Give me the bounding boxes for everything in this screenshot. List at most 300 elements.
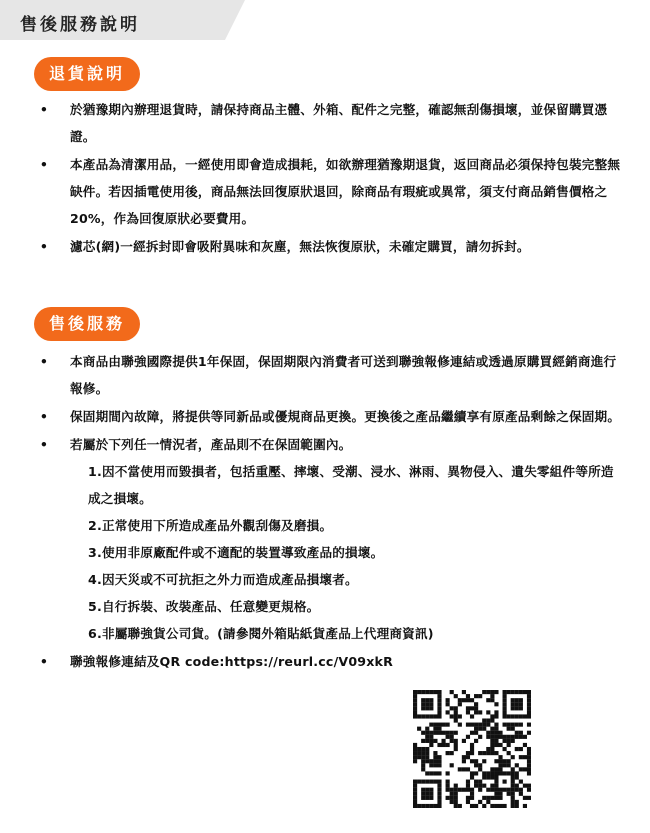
qr-module — [498, 731, 502, 735]
qr-module — [490, 731, 494, 735]
list-item-text: 濾芯(網)一經拆封即會吸附異味和灰塵，無法恢復原狀，未確定購買，請勿拆封。 — [70, 239, 530, 254]
qr-module — [413, 690, 417, 694]
qr-module — [527, 796, 531, 800]
qr-module — [454, 792, 458, 796]
qr-module — [421, 755, 425, 759]
qr-module — [454, 739, 458, 743]
qr-module — [458, 698, 462, 702]
qr-module — [523, 755, 527, 759]
qr-module — [454, 788, 458, 792]
qr-module — [470, 698, 474, 702]
qr-module — [437, 731, 441, 735]
qr-module — [421, 747, 425, 751]
qr-module — [450, 800, 454, 804]
qr-module — [425, 714, 429, 718]
qr-module — [498, 788, 502, 792]
qr-module — [462, 788, 466, 792]
qr-module — [454, 800, 458, 804]
list-item-text: 本商品由聯強國際提供1年保固，保固期限內消費者可送到聯強報修連結或透過原購買經銷商進行報修。 — [70, 354, 617, 396]
qr-module — [458, 788, 462, 792]
qr-module — [507, 723, 511, 727]
qr-module — [527, 767, 531, 771]
qr-module — [511, 775, 515, 779]
qr-module — [527, 788, 531, 792]
qr-module — [490, 714, 494, 718]
qr-module — [429, 796, 433, 800]
qr-module — [474, 784, 478, 788]
qr-module — [413, 792, 417, 796]
qr-module — [486, 796, 490, 800]
bullet: • — [39, 354, 49, 369]
qr-module — [503, 739, 507, 743]
qr-module — [478, 788, 482, 792]
qr-module — [519, 706, 523, 710]
exclusion-item: 2.正常使用下所造成產品外觀刮傷及磨損。 — [88, 518, 333, 533]
qr-module — [515, 804, 519, 808]
qr-module — [441, 731, 445, 735]
qr-module — [490, 743, 494, 747]
qr-module — [429, 731, 433, 735]
qr-module — [490, 690, 494, 694]
qr-module — [429, 735, 433, 739]
qr-module — [446, 788, 450, 792]
qr-module — [486, 690, 490, 694]
qr-module — [462, 759, 466, 763]
qr-module — [478, 763, 482, 767]
list-item — [34, 403, 624, 430]
qr-module — [437, 800, 441, 804]
qr-module — [437, 780, 441, 784]
exclusion-item: 3.使用非原廠配件或不適配的裝置導致產品的損壞。 — [88, 545, 384, 560]
qr-module — [454, 796, 458, 800]
list-item — [34, 431, 624, 647]
qr-module — [474, 731, 478, 735]
qr-module — [474, 723, 478, 727]
qr-module — [507, 714, 511, 718]
list-item-text: 於猶豫期內辦理退貨時，請保持商品主體、外箱、配件之完整，確認無刮傷損壞，並保留購買憑證。 — [70, 102, 608, 144]
qr-module — [490, 739, 494, 743]
qr-module — [425, 788, 429, 792]
qr-module — [511, 714, 515, 718]
service-list — [34, 348, 624, 675]
qr-module — [498, 771, 502, 775]
qr-module — [515, 800, 519, 804]
qr-module — [503, 771, 507, 775]
qr-module — [454, 804, 458, 808]
qr-module — [482, 759, 486, 763]
qr-module — [494, 792, 498, 796]
qr-module — [486, 751, 490, 755]
qr-module — [470, 723, 474, 727]
qr-module — [523, 804, 527, 808]
qr-module — [433, 763, 437, 767]
qr-module — [511, 767, 515, 771]
page-title: 售後服務說明 — [20, 15, 140, 35]
qr-module — [511, 788, 515, 792]
qr-link-text[interactable]: 聯強報修連結及QR code:https://reurl.cc/V09xkR — [70, 654, 394, 669]
qr-module — [515, 723, 519, 727]
qr-module — [437, 763, 441, 767]
qr-module — [458, 714, 462, 718]
qr-module — [494, 714, 498, 718]
qr-module — [503, 735, 507, 739]
qr-module — [515, 714, 519, 718]
qr-module — [417, 780, 421, 784]
exclusion-item: 5.自行拆裝、改裝產品、任意變更規格。 — [88, 599, 320, 614]
qr-module — [527, 698, 531, 702]
list-item-text: 本產品為清潔用品，一經使用即會造成損耗，如欲辦理猶豫期退貨，返回商品必須保持包裝完整無缺件。若因插電使用後，商品無法回復原狀退回，除商品有瑕疵或異常，須支付商品銷售價格之20%，作為回復原狀必要費用。 — [70, 157, 621, 226]
qr-module — [413, 747, 417, 751]
qr-module — [437, 792, 441, 796]
qr-module — [454, 714, 458, 718]
qr-module — [511, 780, 515, 784]
qr-module — [511, 771, 515, 775]
qr-module — [494, 759, 498, 763]
qr-module — [462, 690, 466, 694]
exclusion-list — [70, 458, 624, 647]
qr-module — [519, 702, 523, 706]
qr-module — [470, 759, 474, 763]
qr-module — [425, 804, 429, 808]
qr-module — [482, 804, 486, 808]
qr-module — [466, 706, 470, 710]
qr-module — [433, 771, 437, 775]
bullet: • — [39, 102, 49, 117]
qr-module — [527, 710, 531, 714]
exclusion-item: 1.因不當使用而毀損者，包括重壓、摔壞、受潮、浸水、淋雨、異物侵入、遺失零組件等所造成之損壞。 — [88, 464, 614, 506]
qr-module — [523, 743, 527, 747]
qr-module — [429, 739, 433, 743]
bullet: • — [39, 437, 49, 452]
qr-module — [478, 800, 482, 804]
qr-module — [433, 727, 437, 731]
qr-module — [421, 759, 425, 763]
qr-module — [421, 706, 425, 710]
qr-module — [413, 804, 417, 808]
qr-module — [429, 690, 433, 694]
qr-module — [421, 702, 425, 706]
qr-module — [450, 735, 454, 739]
qr-module — [433, 755, 437, 759]
qr-module — [421, 767, 425, 771]
qr-module — [490, 718, 494, 722]
qr-module — [425, 771, 429, 775]
qr-module — [450, 763, 454, 767]
qr-module — [503, 804, 507, 808]
qr-module — [458, 702, 462, 706]
qr-module — [511, 723, 515, 727]
qr-module — [433, 751, 437, 755]
qr-module — [519, 714, 523, 718]
qr-module — [425, 755, 429, 759]
qr-module — [494, 743, 498, 747]
qr-module — [446, 743, 450, 747]
qr-module — [503, 706, 507, 710]
qr-module — [474, 804, 478, 808]
qr-module — [478, 784, 482, 788]
qr-module — [425, 727, 429, 731]
exclusion-item: 6.非屬聯強貨公司貨。(請參閱外箱貼紙貨產品上代理商資訊) — [88, 626, 434, 641]
qr-module — [527, 702, 531, 706]
qr-module — [527, 731, 531, 735]
qr-module — [437, 755, 441, 759]
qr-module — [527, 751, 531, 755]
qr-module — [450, 706, 454, 710]
qr-module — [421, 788, 425, 792]
qr-module — [494, 771, 498, 775]
qr-module — [458, 723, 462, 727]
qr-module — [462, 767, 466, 771]
qr-module — [503, 788, 507, 792]
qr-module — [482, 723, 486, 727]
qr-module — [470, 731, 474, 735]
qr-module — [413, 743, 417, 747]
qr-module — [429, 788, 433, 792]
qr-module — [413, 788, 417, 792]
qr-module — [466, 767, 470, 771]
qr-module — [421, 763, 425, 767]
qr-module — [527, 714, 531, 718]
qr-module — [478, 751, 482, 755]
qr-module — [494, 702, 498, 706]
qr-module — [494, 735, 498, 739]
qr-module — [437, 714, 441, 718]
qr-module — [490, 751, 494, 755]
qr-module — [421, 739, 425, 743]
qr-module — [486, 731, 490, 735]
qr-module — [454, 743, 458, 747]
qr-module — [470, 771, 474, 775]
qr-module — [417, 727, 421, 731]
qr-module — [437, 796, 441, 800]
qr-module — [433, 731, 437, 735]
qr-module — [490, 735, 494, 739]
qr-module — [498, 743, 502, 747]
qr-module — [413, 759, 417, 763]
qr-module — [527, 694, 531, 698]
service-section-title: 售後服務 — [34, 307, 140, 341]
qr-module — [470, 792, 474, 796]
qr-module — [527, 771, 531, 775]
qr-module — [425, 796, 429, 800]
qr-module — [490, 775, 494, 779]
qr-module — [466, 751, 470, 755]
qr-module — [498, 796, 502, 800]
qr-module — [462, 739, 466, 743]
qr-module — [425, 759, 429, 763]
qr-module — [417, 751, 421, 755]
qr-module — [429, 763, 433, 767]
list-item — [34, 648, 624, 675]
qr-module — [466, 755, 470, 759]
bullet: • — [39, 157, 49, 172]
returns-section-title: 退貨說明 — [34, 57, 140, 91]
qr-module — [507, 788, 511, 792]
qr-module — [466, 723, 470, 727]
list-item — [34, 348, 624, 402]
qr-module — [486, 723, 490, 727]
qr-module — [494, 767, 498, 771]
qr-module — [417, 690, 421, 694]
qr-module — [466, 735, 470, 739]
qr-module — [454, 710, 458, 714]
qr-module — [511, 804, 515, 808]
qr-module — [446, 751, 450, 755]
qr-module — [503, 723, 507, 727]
qr-module — [466, 694, 470, 698]
qr-module — [515, 771, 519, 775]
qr-module — [433, 759, 437, 763]
qr-module — [511, 702, 515, 706]
qr-module — [507, 771, 511, 775]
qr-module — [470, 747, 474, 751]
qr-module — [519, 690, 523, 694]
qr-module — [425, 751, 429, 755]
qr-module — [498, 759, 502, 763]
qr-module — [450, 739, 454, 743]
qr-module — [429, 698, 433, 702]
qr-module — [515, 690, 519, 694]
qr-module — [494, 739, 498, 743]
qr-module — [441, 743, 445, 747]
qr-module — [421, 690, 425, 694]
qr-module — [523, 690, 527, 694]
qr-module — [490, 727, 494, 731]
qr-module — [437, 804, 441, 808]
qr-module — [470, 775, 474, 779]
qr-module — [515, 788, 519, 792]
qr-module — [425, 706, 429, 710]
qr-module — [511, 690, 515, 694]
qr-module — [486, 788, 490, 792]
qr-module — [474, 694, 478, 698]
qr-module — [490, 804, 494, 808]
qr-module — [478, 780, 482, 784]
qr-module — [494, 731, 498, 735]
qr-module — [498, 735, 502, 739]
qr-module — [450, 751, 454, 755]
qr-module — [515, 706, 519, 710]
qr-module — [519, 723, 523, 727]
qr-module — [450, 792, 454, 796]
qr-module — [478, 723, 482, 727]
qr-module — [503, 690, 507, 694]
qr-module — [466, 800, 470, 804]
qr-module — [511, 739, 515, 743]
qr-module — [494, 690, 498, 694]
qr-module — [429, 723, 433, 727]
bullet: • — [39, 239, 49, 254]
qr-module — [527, 690, 531, 694]
qr-module — [494, 775, 498, 779]
qr-module — [523, 767, 527, 771]
qr-module — [433, 690, 437, 694]
qr-module — [507, 735, 511, 739]
qr-module — [515, 763, 519, 767]
qr-module — [454, 784, 458, 788]
qr-module — [511, 755, 515, 759]
qr-module — [429, 706, 433, 710]
qr-module — [474, 780, 478, 784]
list-item — [34, 96, 624, 150]
qr-module — [474, 702, 478, 706]
qr-module — [446, 735, 450, 739]
qr-module — [437, 784, 441, 788]
qr-module — [503, 747, 507, 751]
qr-module — [478, 710, 482, 714]
qr-module — [519, 767, 523, 771]
qr-module — [425, 702, 429, 706]
qr-module — [486, 710, 490, 714]
qr-module — [474, 710, 478, 714]
qr-module — [519, 755, 523, 759]
qr-module — [478, 767, 482, 771]
qr-module — [421, 780, 425, 784]
qr-module — [515, 784, 519, 788]
qr-module — [413, 780, 417, 784]
qr-module — [507, 690, 511, 694]
qr-module — [515, 735, 519, 739]
qr-module — [462, 755, 466, 759]
qr-module — [478, 727, 482, 731]
qr-module — [511, 727, 515, 731]
bullet: • — [39, 654, 49, 669]
qr-module — [511, 796, 515, 800]
qr-module — [421, 751, 425, 755]
qr-module — [425, 792, 429, 796]
qr-module — [429, 804, 433, 808]
qr-module — [511, 735, 515, 739]
qr-module — [503, 702, 507, 706]
qr-module — [413, 751, 417, 755]
qr-module — [450, 788, 454, 792]
qr-module — [446, 723, 450, 727]
qr-module — [507, 727, 511, 731]
qr-module — [511, 784, 515, 788]
qr-module — [413, 706, 417, 710]
qr-module — [527, 706, 531, 710]
qr-module — [511, 698, 515, 702]
qr-module — [417, 747, 421, 751]
qr-module — [470, 804, 474, 808]
qr-module — [446, 698, 450, 702]
qr-module — [503, 780, 507, 784]
qr-module — [515, 747, 519, 751]
qr-module — [437, 743, 441, 747]
qr-module — [503, 710, 507, 714]
qr-module — [429, 792, 433, 796]
qr-module — [466, 784, 470, 788]
list-item — [34, 233, 624, 260]
qr-module — [527, 759, 531, 763]
qr-module — [425, 690, 429, 694]
qr-module — [441, 723, 445, 727]
qr-module — [425, 739, 429, 743]
qr-module — [490, 796, 494, 800]
qr-module — [450, 796, 454, 800]
qr-module — [490, 694, 494, 698]
qr-module — [421, 804, 425, 808]
qr-module — [515, 775, 519, 779]
qr-module — [454, 718, 458, 722]
qr-module — [474, 771, 478, 775]
qr-module — [503, 698, 507, 702]
qr-module — [462, 698, 466, 702]
qr-module — [527, 755, 531, 759]
qr-module — [437, 702, 441, 706]
qr-module — [511, 792, 515, 796]
qr-module — [511, 706, 515, 710]
